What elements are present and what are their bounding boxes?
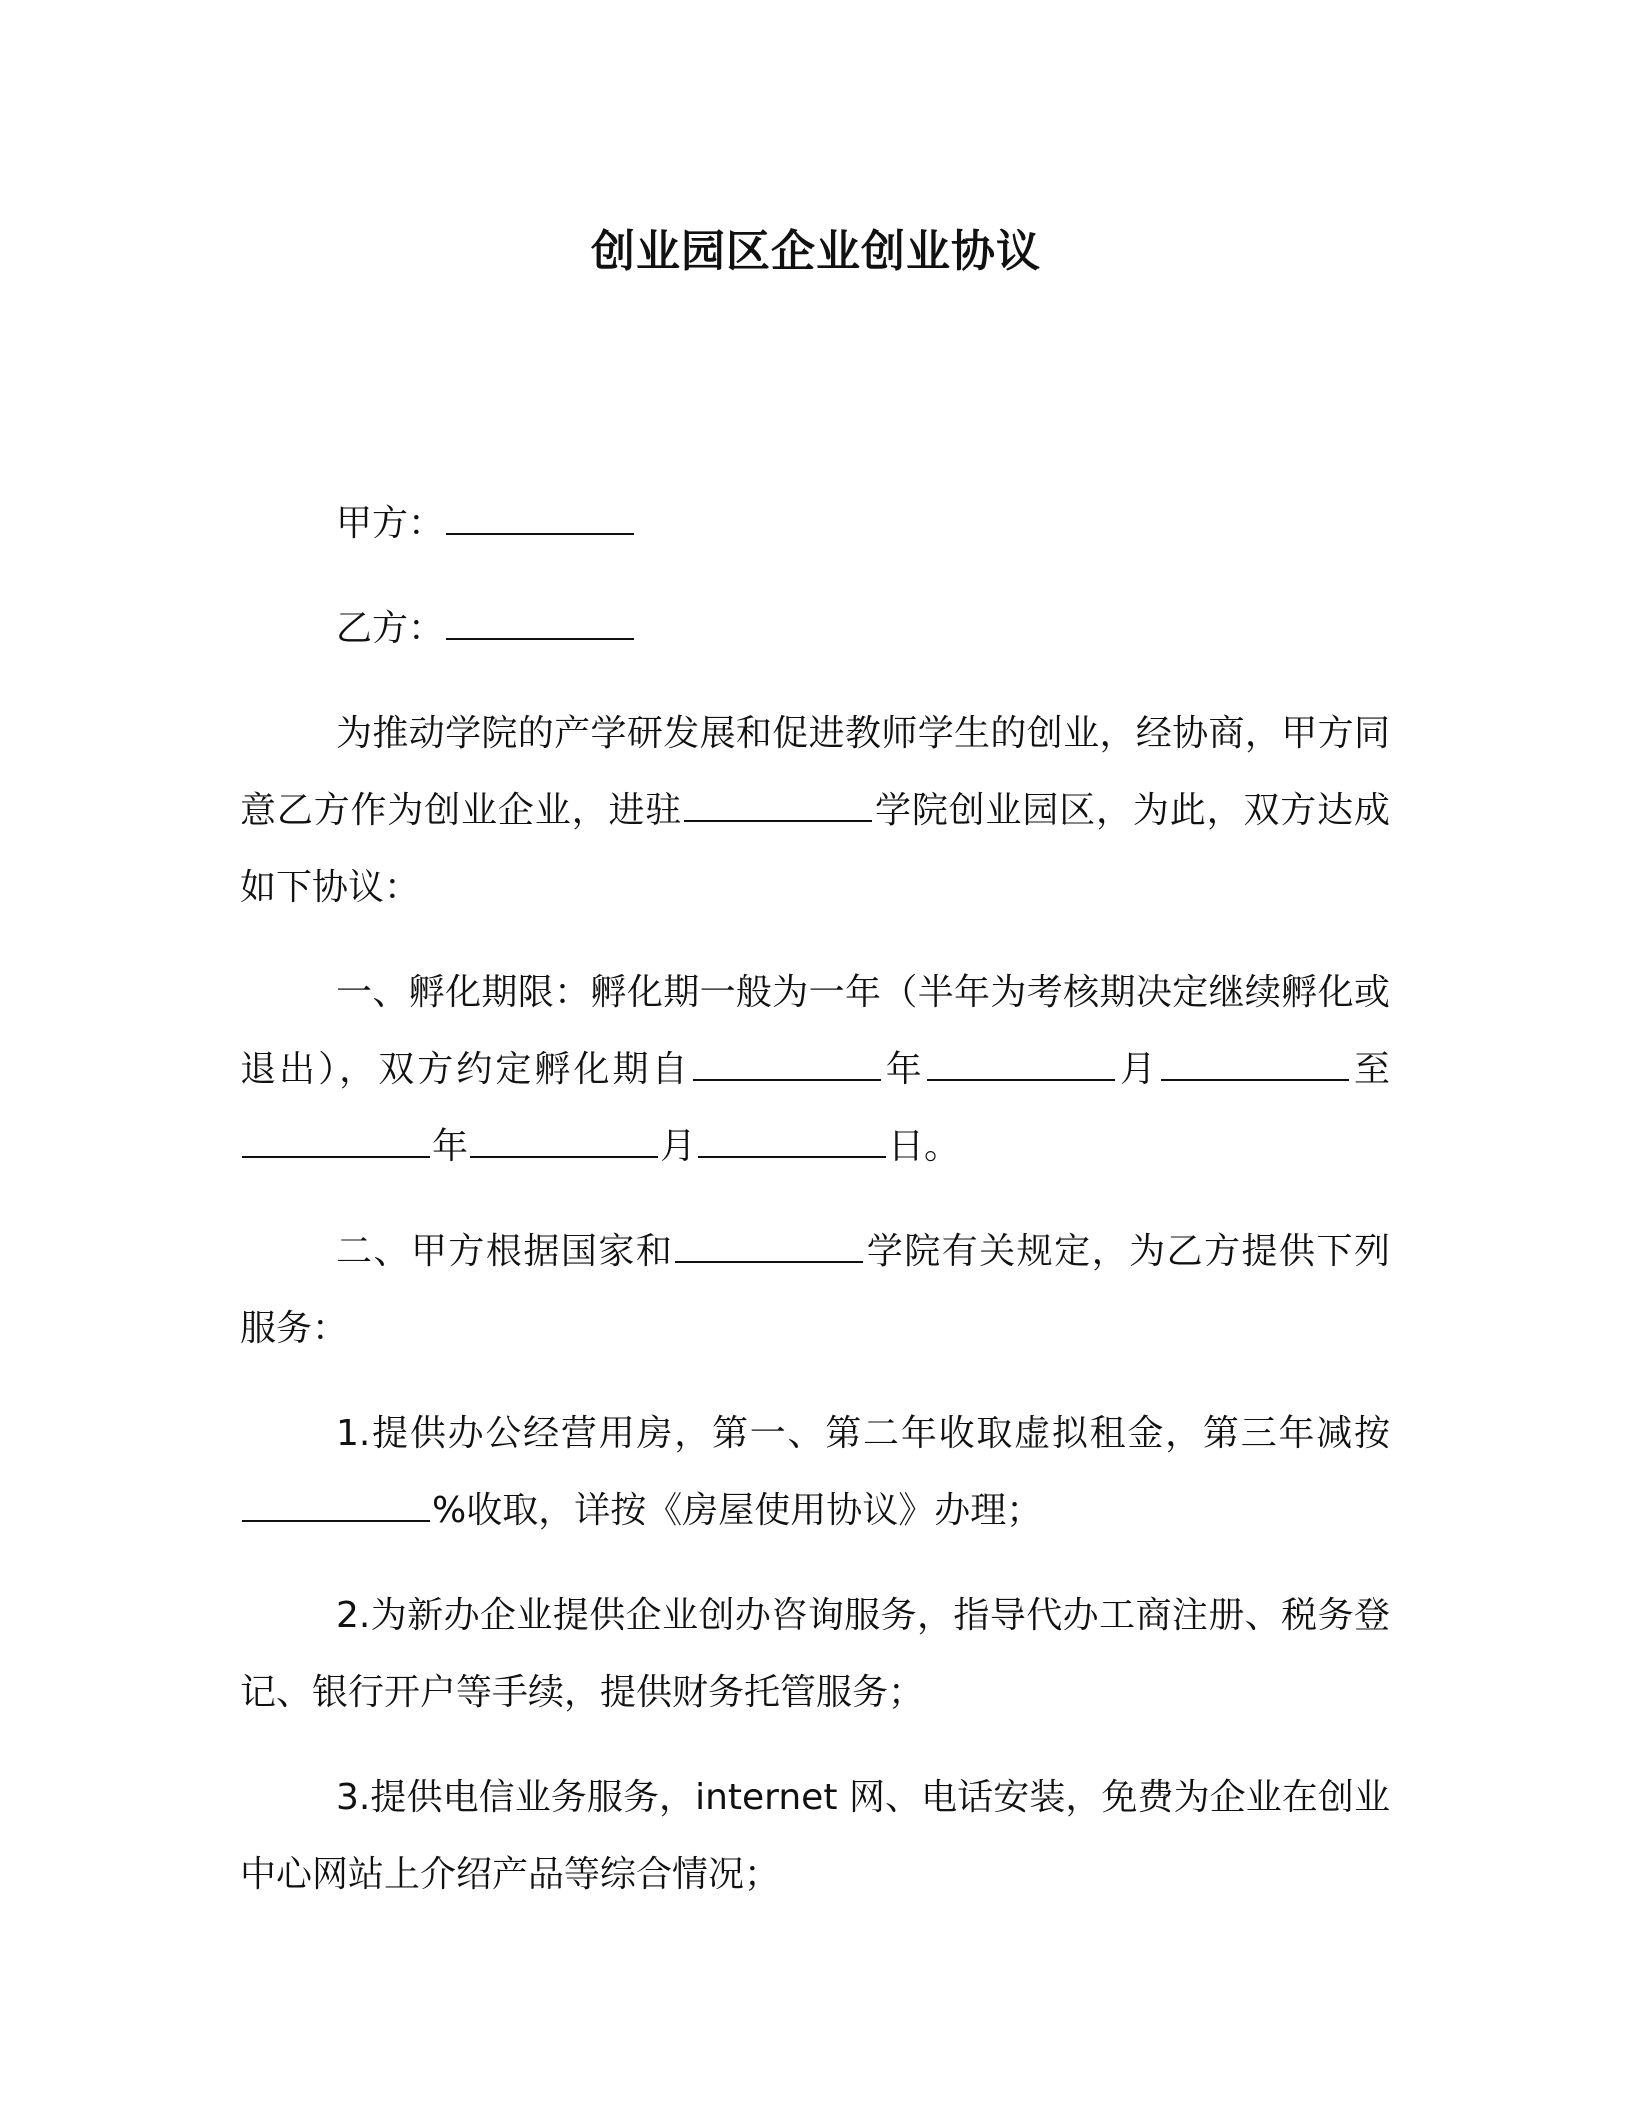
clause-1-text: 一、孵化期限：孵化期一般为一年（半年为考核期决定继续孵化或退出），双方约定孵化期自 bbox=[240, 972, 1390, 1090]
end-year-blank bbox=[242, 1126, 430, 1158]
intro-paragraph bbox=[240, 695, 1390, 926]
intro-text-start: 为推动学院的产学研发展和促进教师学生的创业，经协商，甲方同意乙方作为创业企业，进驻 bbox=[240, 713, 1390, 831]
clause-2-text-start: 二、甲方根据国家和 bbox=[336, 1231, 674, 1272]
clause-2-paragraph bbox=[240, 1213, 1390, 1367]
end-day-blank bbox=[698, 1126, 886, 1158]
party-a-label: 甲方： bbox=[336, 503, 445, 544]
party-b-blank bbox=[446, 608, 634, 640]
clause-1-paragraph bbox=[240, 954, 1390, 1185]
clause-2-college-blank bbox=[675, 1231, 863, 1263]
party-a-blank bbox=[446, 503, 634, 535]
clause-1-year-2: 年 bbox=[432, 1126, 469, 1167]
item-1-text-start: 1.提供办公经营用房，第一、第二年收取虚拟租金，第三年减按 bbox=[336, 1413, 1390, 1454]
clause-1-year-1: 年 bbox=[882, 1049, 925, 1090]
clause-2-text-end: 学院有关规定，为乙方提供下列服务： bbox=[240, 1231, 1390, 1349]
rent-percent-blank bbox=[242, 1490, 430, 1522]
college-name-blank bbox=[684, 790, 872, 822]
party-b-label: 乙方： bbox=[336, 608, 445, 649]
document-title: 创业园区企业创业协议 bbox=[591, 226, 1041, 277]
clause-1-month-1: 月 bbox=[1116, 1049, 1159, 1090]
item-1-paragraph bbox=[240, 1395, 1390, 1549]
clause-1-month-2: 月 bbox=[660, 1126, 697, 1167]
party-b-line bbox=[240, 590, 1390, 667]
item-3-paragraph: 3.提供电信业务服务，internet 网、电话安装，免费为企业在创业中心网站上介绍产品等综合情况； bbox=[240, 1777, 1390, 1895]
start-month-blank bbox=[927, 1049, 1115, 1081]
start-year-blank bbox=[693, 1049, 881, 1081]
item-1-text-end: %收取，详按《房屋使用协议》办理； bbox=[432, 1490, 1043, 1531]
clause-1-to: 至 bbox=[1350, 1049, 1390, 1090]
clause-1-day-2: 日。 bbox=[888, 1126, 961, 1167]
item-2-paragraph: 2.为新办企业提供企业创办咨询服务，指导代办工商注册、税务登记、银行开户等手续，提供财务托管服务； bbox=[240, 1595, 1390, 1713]
end-month-blank bbox=[470, 1126, 658, 1158]
intro-text-end: 学院创业园区，为此，双方达成如下协议： bbox=[240, 790, 1390, 908]
party-a-line bbox=[240, 485, 1390, 562]
document-body bbox=[240, 485, 1390, 1941]
start-day-blank bbox=[1161, 1049, 1349, 1081]
